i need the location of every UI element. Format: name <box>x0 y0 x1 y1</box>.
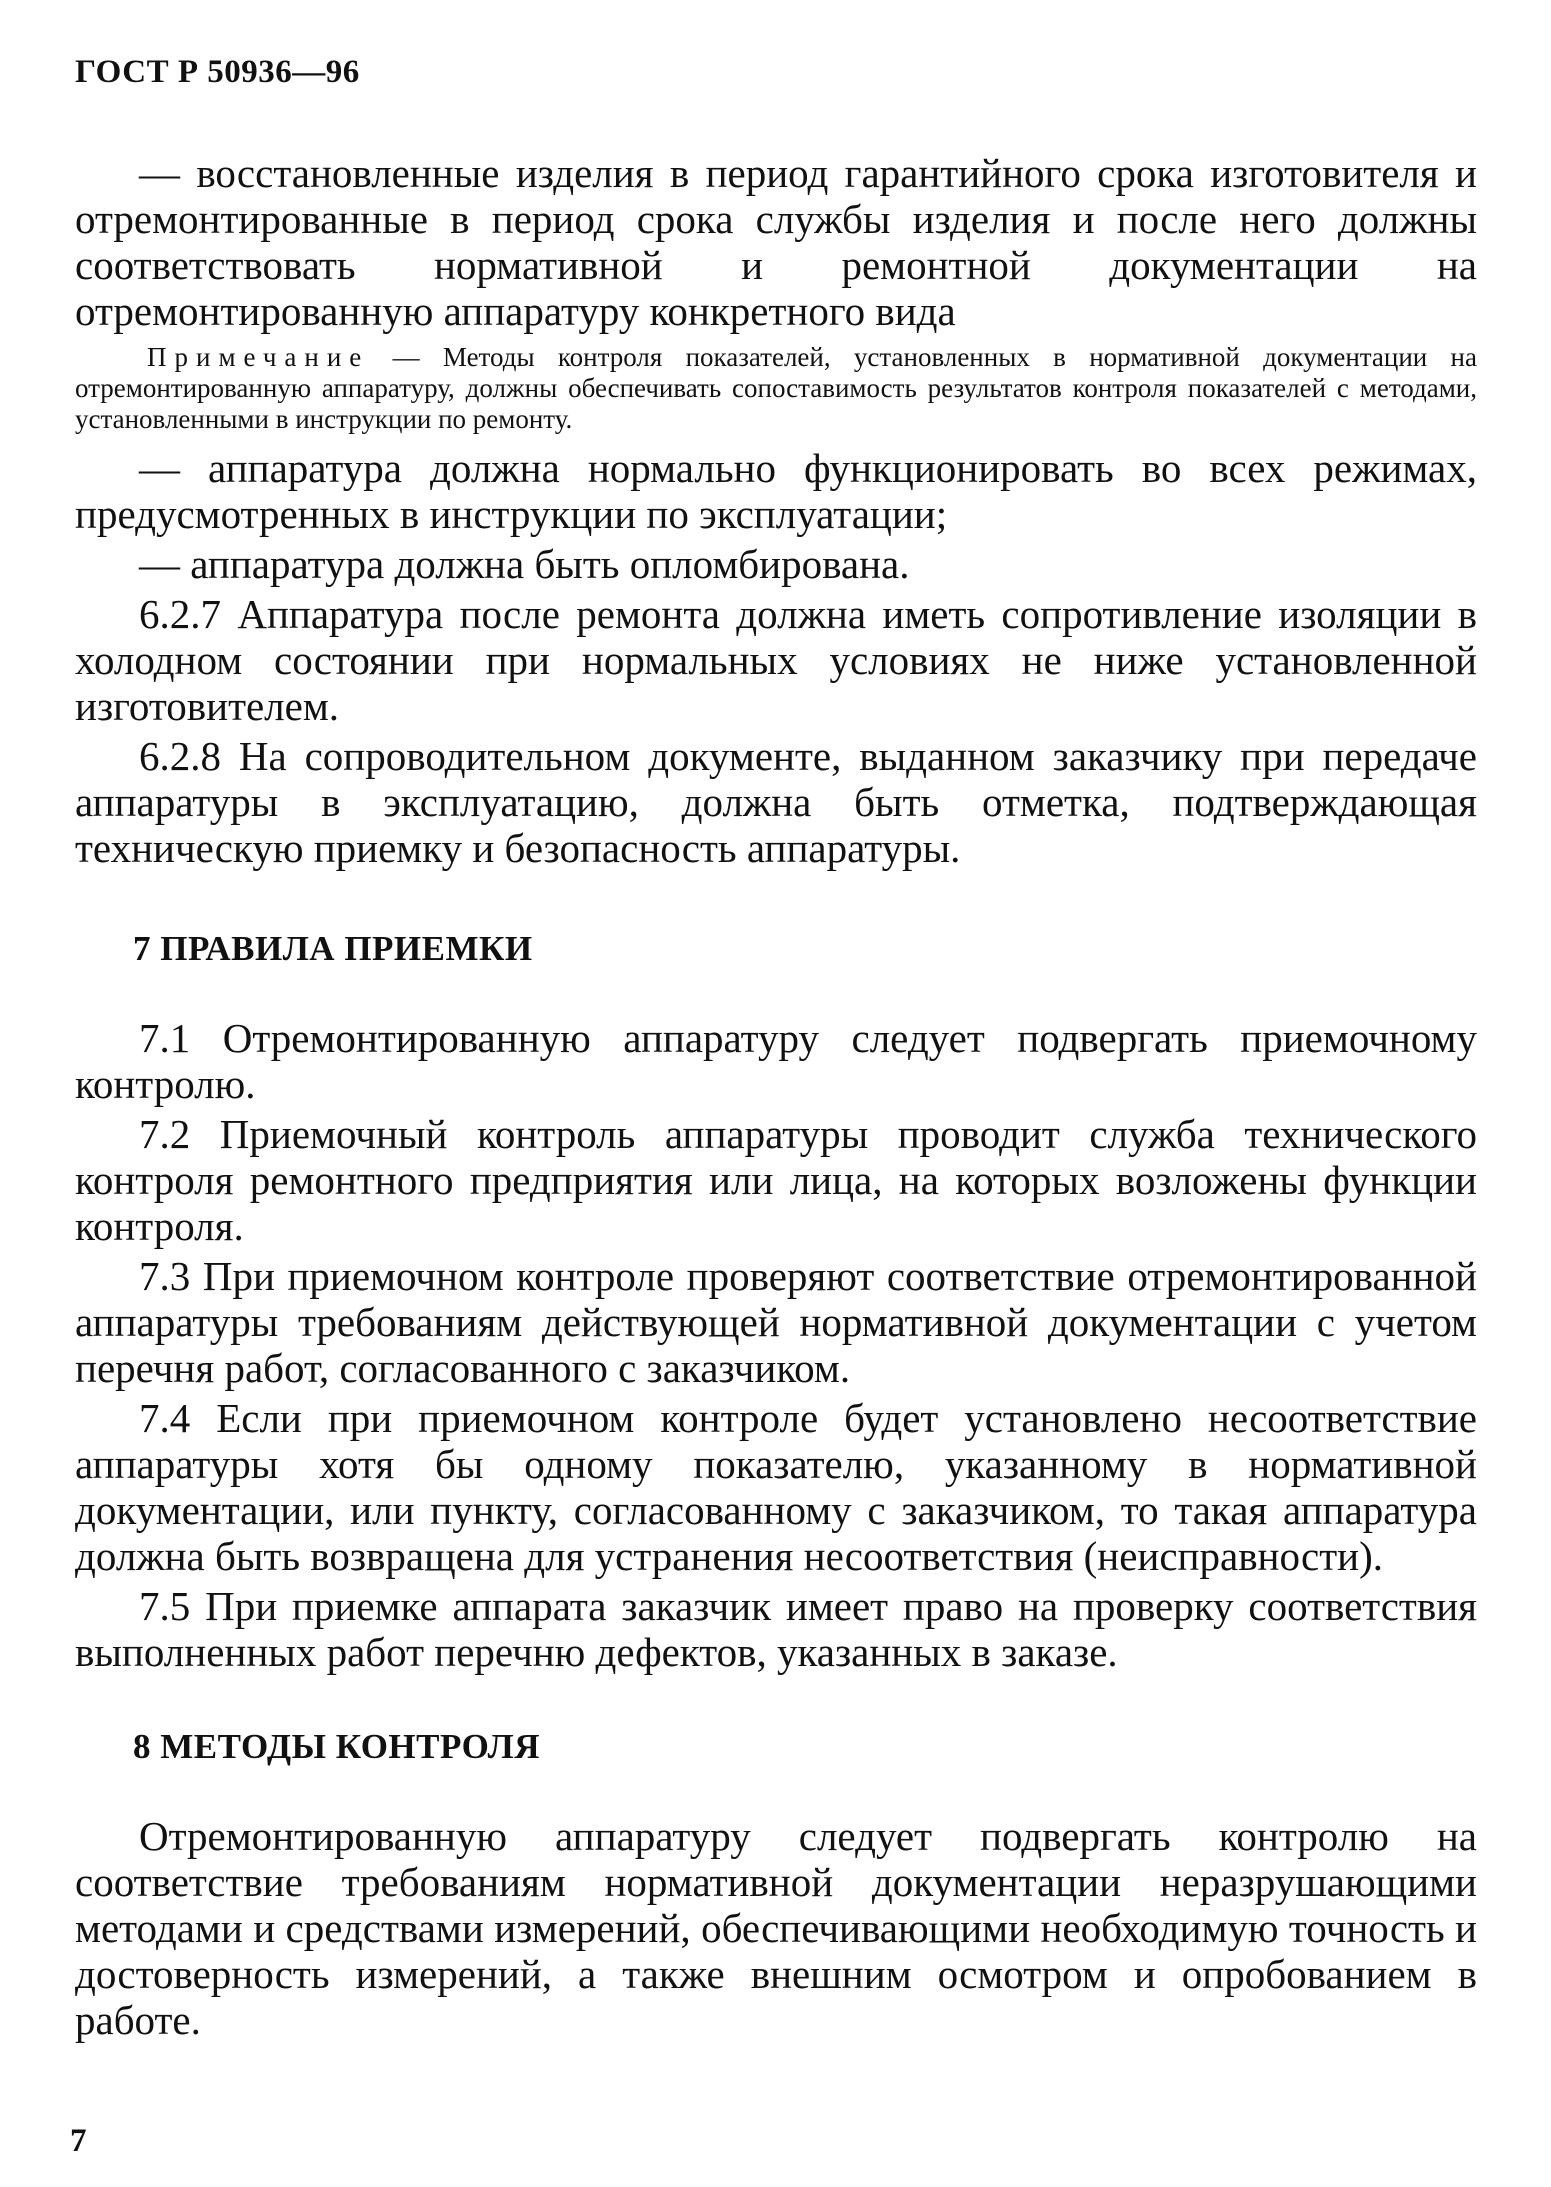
paragraph-7-2: 7.2 Приемочный контроль аппаратуры проводит служба технического контроля ремонтного предприятия или лица, на которых возложены функции контроля. <box>75 1111 1477 1249</box>
paragraph-6-2-7: 6.2.7 Аппаратура после ремонта должна иметь сопротивление изоляции в холодном состоянии при нормальных условиях не ниже установленной изготовителем. <box>75 591 1477 729</box>
paragraph-function-all-modes: — аппаратура должна нормально функционировать во всех режимах, предусмотренных в инструкции по эксплуатации; <box>75 445 1477 537</box>
page-number: 7 <box>70 2123 87 2159</box>
note-text: — Методы контроля показателей, установленных в нормативной документации на отремонтированную аппаратуру, должны обеспечивать сопоставимость результатов контроля показателей с методами, установленными в инструкции по ремонту. <box>75 342 1477 434</box>
note-label: Примечание <box>147 342 370 372</box>
section-7-title: 7 ПРАВИЛА ПРИЕМКИ <box>133 929 533 968</box>
paragraph-7-5: 7.5 При приемке аппарата заказчик имеет право на проверку соответствия выполненных работ перечню дефектов, указанных в заказе. <box>75 1583 1477 1675</box>
document-body <box>75 150 1477 2047</box>
paragraph-8-methods: Отремонтированную аппаратуру следует подвергать контролю на соответствие требованиям нормативной документации неразрушающими методами и средствами измерений, обеспечивающими необходимую точность и достоверность измерений, а также внешним осмотром и опробованием в работе. <box>75 1813 1477 2043</box>
paragraph-7-3: 7.3 При приемочном контроле проверяют соответствие отремонтированной аппаратуры требованиям действующей нормативной документации с учетом перечня работ, согласованного с заказчиком. <box>75 1253 1477 1391</box>
paragraph-restored-items: — восстановленные изделия в период гарантийного срока изготовителя и отремонтированные в период срока службы изделия и после него должны соответствовать нормативной и ремонтной документации на отремонтированную аппаратуру конкретного вида <box>75 150 1477 334</box>
paragraph-7-4: 7.4 Если при приемочном контроле будет установлено несоответствие аппаратуры хотя бы одному показателю, указанному в нормативной документации, или пункту, согласованному с заказчиком, то такая аппаратура должна быть возвращена для устранения несоответствия (неисправности). <box>75 1395 1477 1579</box>
section-8-title: 8 МЕТОДЫ КОНТРОЛЯ <box>133 1727 541 1766</box>
paragraph-7-1: 7.1 Отремонтированную аппаратуру следует подвергать приемочному контролю. <box>75 1015 1477 1107</box>
standard-code-header: ГОСТ Р 50936—96 <box>75 54 360 90</box>
note-block <box>75 342 1477 435</box>
paragraph-sealed: — аппаратура должна быть опломбирована. <box>139 541 910 587</box>
paragraph-6-2-8: 6.2.8 На сопроводительном документе, выданном заказчику при передаче аппаратуры в эксплуатацию, должна быть отметка, подтверждающая техническую приемку и безопасность аппаратуры. <box>75 733 1477 871</box>
